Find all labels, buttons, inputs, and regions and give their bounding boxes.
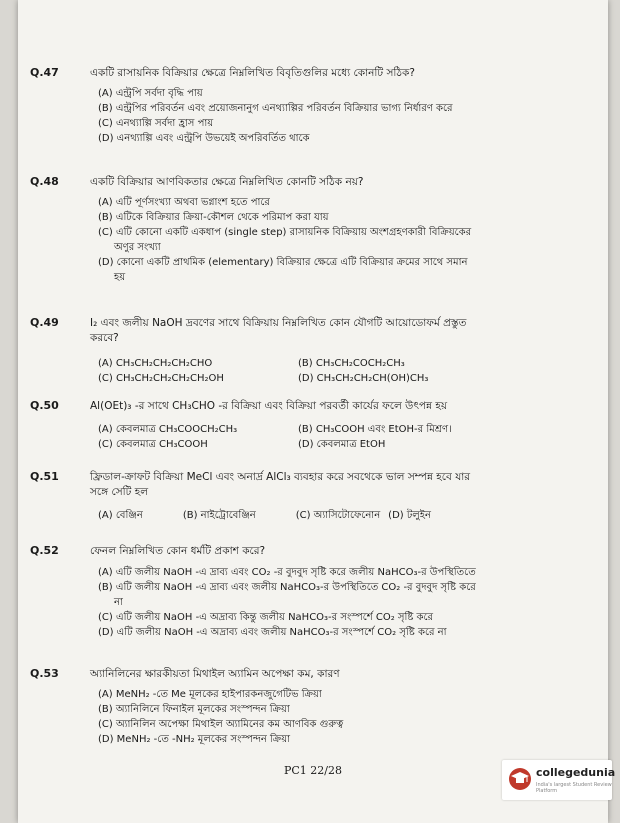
option-a: (A) এটি পূর্ণসংখ্যা অথবা ভগ্নাংশ হতে পারে — [98, 197, 270, 208]
option-c-continued: অণুর সংখ্যা — [114, 242, 161, 253]
options-grid — [98, 422, 590, 452]
question-48 — [30, 175, 590, 285]
option-d: (D) কোনো একটি প্রাথমিক (elementary) বিক্রিয়ার ক্ষেত্রে এটি বিক্রিয়ার ক্রমের সাথে সমান — [98, 257, 468, 268]
collegedunia-logo — [502, 760, 616, 800]
question-53 — [30, 667, 590, 747]
question-text: অ্যানিলিনের ক্ষারকীয়তা মিথাইল অ্যামিন অপেক্ষা কম, কারণ — [90, 668, 340, 680]
logo-name: collegedunia — [536, 766, 616, 779]
option-d: (D) কেবলমাত্র EtOH — [298, 439, 386, 450]
question-text: I₂ এবং জলীয় NaOH দ্রবণের সাথে বিক্রিয়ায় নিম্নলিখিত কোন যৌগটি আয়োডোফর্ম প্রস্তুত — [90, 317, 467, 329]
option-a: (A) MeNH₂ -তে Me মূলকের হাইপারকনজুগেটিভ ক্রিয়া — [98, 689, 322, 700]
question-47 — [30, 66, 590, 146]
option-d: (D) এনথ্যাল্পি এবং এন্ট্রপি উভয়েই অপরিবর্তিত থাকে — [98, 133, 310, 144]
option-b: (B) অ্যানিলিনে ফিনাইল মূলকের সংস্পন্দন ক্রিয়া — [98, 704, 290, 715]
option-c: (C) কেবলমাত্র CH₃COOH — [98, 439, 208, 450]
option-b: (B) নাইট্রোবেঞ্জিন — [182, 510, 256, 521]
question-text-continued: করবে? — [90, 332, 119, 344]
option-d-continued: হয় — [114, 272, 126, 283]
question-number: Q.49 — [30, 316, 59, 329]
options-row — [98, 508, 590, 523]
question-52 — [30, 544, 590, 640]
option-c: (C) অ্যানিলিন অপেক্ষা মিথাইল অ্যামিনের কম আণবিক গুরুত্ব — [98, 719, 344, 730]
question-51 — [30, 470, 590, 523]
option-b: (B) এন্ট্রপির পরিবর্তন এবং প্রয়োজনানুগ এনথ্যাল্পির পরিবর্তন বিক্রিয়ার ভাগ্য নির্ধারণ করে — [98, 103, 453, 114]
option-c: (C) এনথ্যাল্পি সর্বদা হ্রাস পায় — [98, 118, 214, 129]
option-d: (D) এটি জলীয় NaOH -এ অদ্রাব্য এবং জলীয় NaHCO₃-র সংস্পর্শে CO₂ সৃষ্টি করে না — [98, 627, 447, 638]
option-c: (C) এটি কোনো একটি একধাপ (single step) রাসায়নিক বিক্রিয়ায় অংশগ্রহণকারী বিক্রিয়কের — [98, 227, 472, 238]
options-grid — [98, 356, 590, 386]
option-a: (A) বেঞ্জিন — [98, 510, 143, 521]
question-49 — [30, 316, 590, 386]
document-page — [18, 0, 616, 823]
question-number: Q.48 — [30, 175, 59, 188]
option-c: (C) এটি জলীয় NaOH -এ অদ্রাব্য কিন্তু জলীয় NaHCO₃-র সংস্পর্শে CO₂ সৃষ্টি করে — [98, 612, 434, 623]
question-number: Q.53 — [30, 667, 59, 680]
question-text: একটি রাসায়নিক বিক্রিয়ার ক্ষেত্রে নিম্নলিখিত বিবৃতিগুলির মধ্যে কোনটি সঠিক? — [90, 67, 415, 79]
question-number: Q.51 — [30, 470, 59, 483]
option-d: (D) CH₃CH₂CH₂CH(OH)CH₃ — [298, 373, 429, 384]
question-number: Q.50 — [30, 399, 59, 412]
option-a: (A) এটি জলীয় NaOH -এ দ্রাব্য এবং CO₂ -র বুদবুদ সৃষ্টি করে জলীয় NaHCO₃-র উপস্থিতিতে — [98, 567, 476, 578]
question-text: Al(OEt)₃ -র সাথে CH₃CHO -র বিক্রিয়া এবং বিক্রিয়া পরবর্তী কার্যের ফলে উৎপন্ন হয় — [90, 400, 448, 412]
option-c: (C) অ্যাসিটোফেনোন — [295, 510, 381, 521]
option-a: (A) কেবলমাত্র CH₃COOCH₂CH₃ — [98, 424, 238, 435]
question-text: একটি বিক্রিয়ার আণবিকতার ক্ষেত্রে নিম্নলিখিত কোনটি সঠিক নয়? — [90, 176, 364, 188]
option-b-continued: না — [114, 597, 123, 608]
graduate-icon — [508, 767, 532, 791]
option-d: (D) MeNH₂ -তে -NH₂ মূলকের সংস্পন্দন ক্রিয়া — [98, 734, 291, 745]
option-b: (B) CH₃COOH এবং EtOH-র মিশ্রণ। — [298, 424, 452, 435]
option-c: (C) CH₃CH₂CH₂CH₂CH₂OH — [98, 373, 224, 384]
question-text-continued: সঙ্গে সেটি হল — [90, 486, 149, 498]
question-50 — [30, 399, 590, 452]
page-footer: PC1 22/28 — [283, 764, 342, 777]
option-a: (A) CH₃CH₂CH₂CH₂CHO — [98, 358, 213, 369]
logo-tagline: India's largest Student Review Platform — [536, 782, 612, 794]
question-text: ফ্রিডাল-ক্রাফট বিক্রিয়া MeCl এবং অনার্দ্র AlCl₃ ব্যবহার করে সবথেকে ভাল সম্পন্ন হবে যার — [90, 471, 471, 483]
option-d: (D) টলুইন — [388, 510, 431, 521]
option-a: (A) এন্ট্রপি সর্বদা বৃদ্ধি পায় — [98, 88, 203, 99]
option-b: (B) এটি জলীয় NaOH -এ দ্রাব্য এবং জলীয় NaHCO₃-র উপস্থিতিতে CO₂ -র বুদবুদ সৃষ্টি করে — [98, 582, 476, 593]
option-b: (B) CH₃CH₂COCH₂CH₃ — [298, 358, 405, 369]
question-number: Q.52 — [30, 544, 59, 557]
option-b: (B) এটিকে বিক্রিয়ার ক্রিয়া-কৌশল থেকে পরিমাপ করা যায় — [98, 212, 329, 223]
question-number: Q.47 — [30, 66, 59, 79]
question-text: ফেনল নিম্নলিখিত কোন ধর্মটি প্রকাশ করে? — [90, 545, 266, 557]
